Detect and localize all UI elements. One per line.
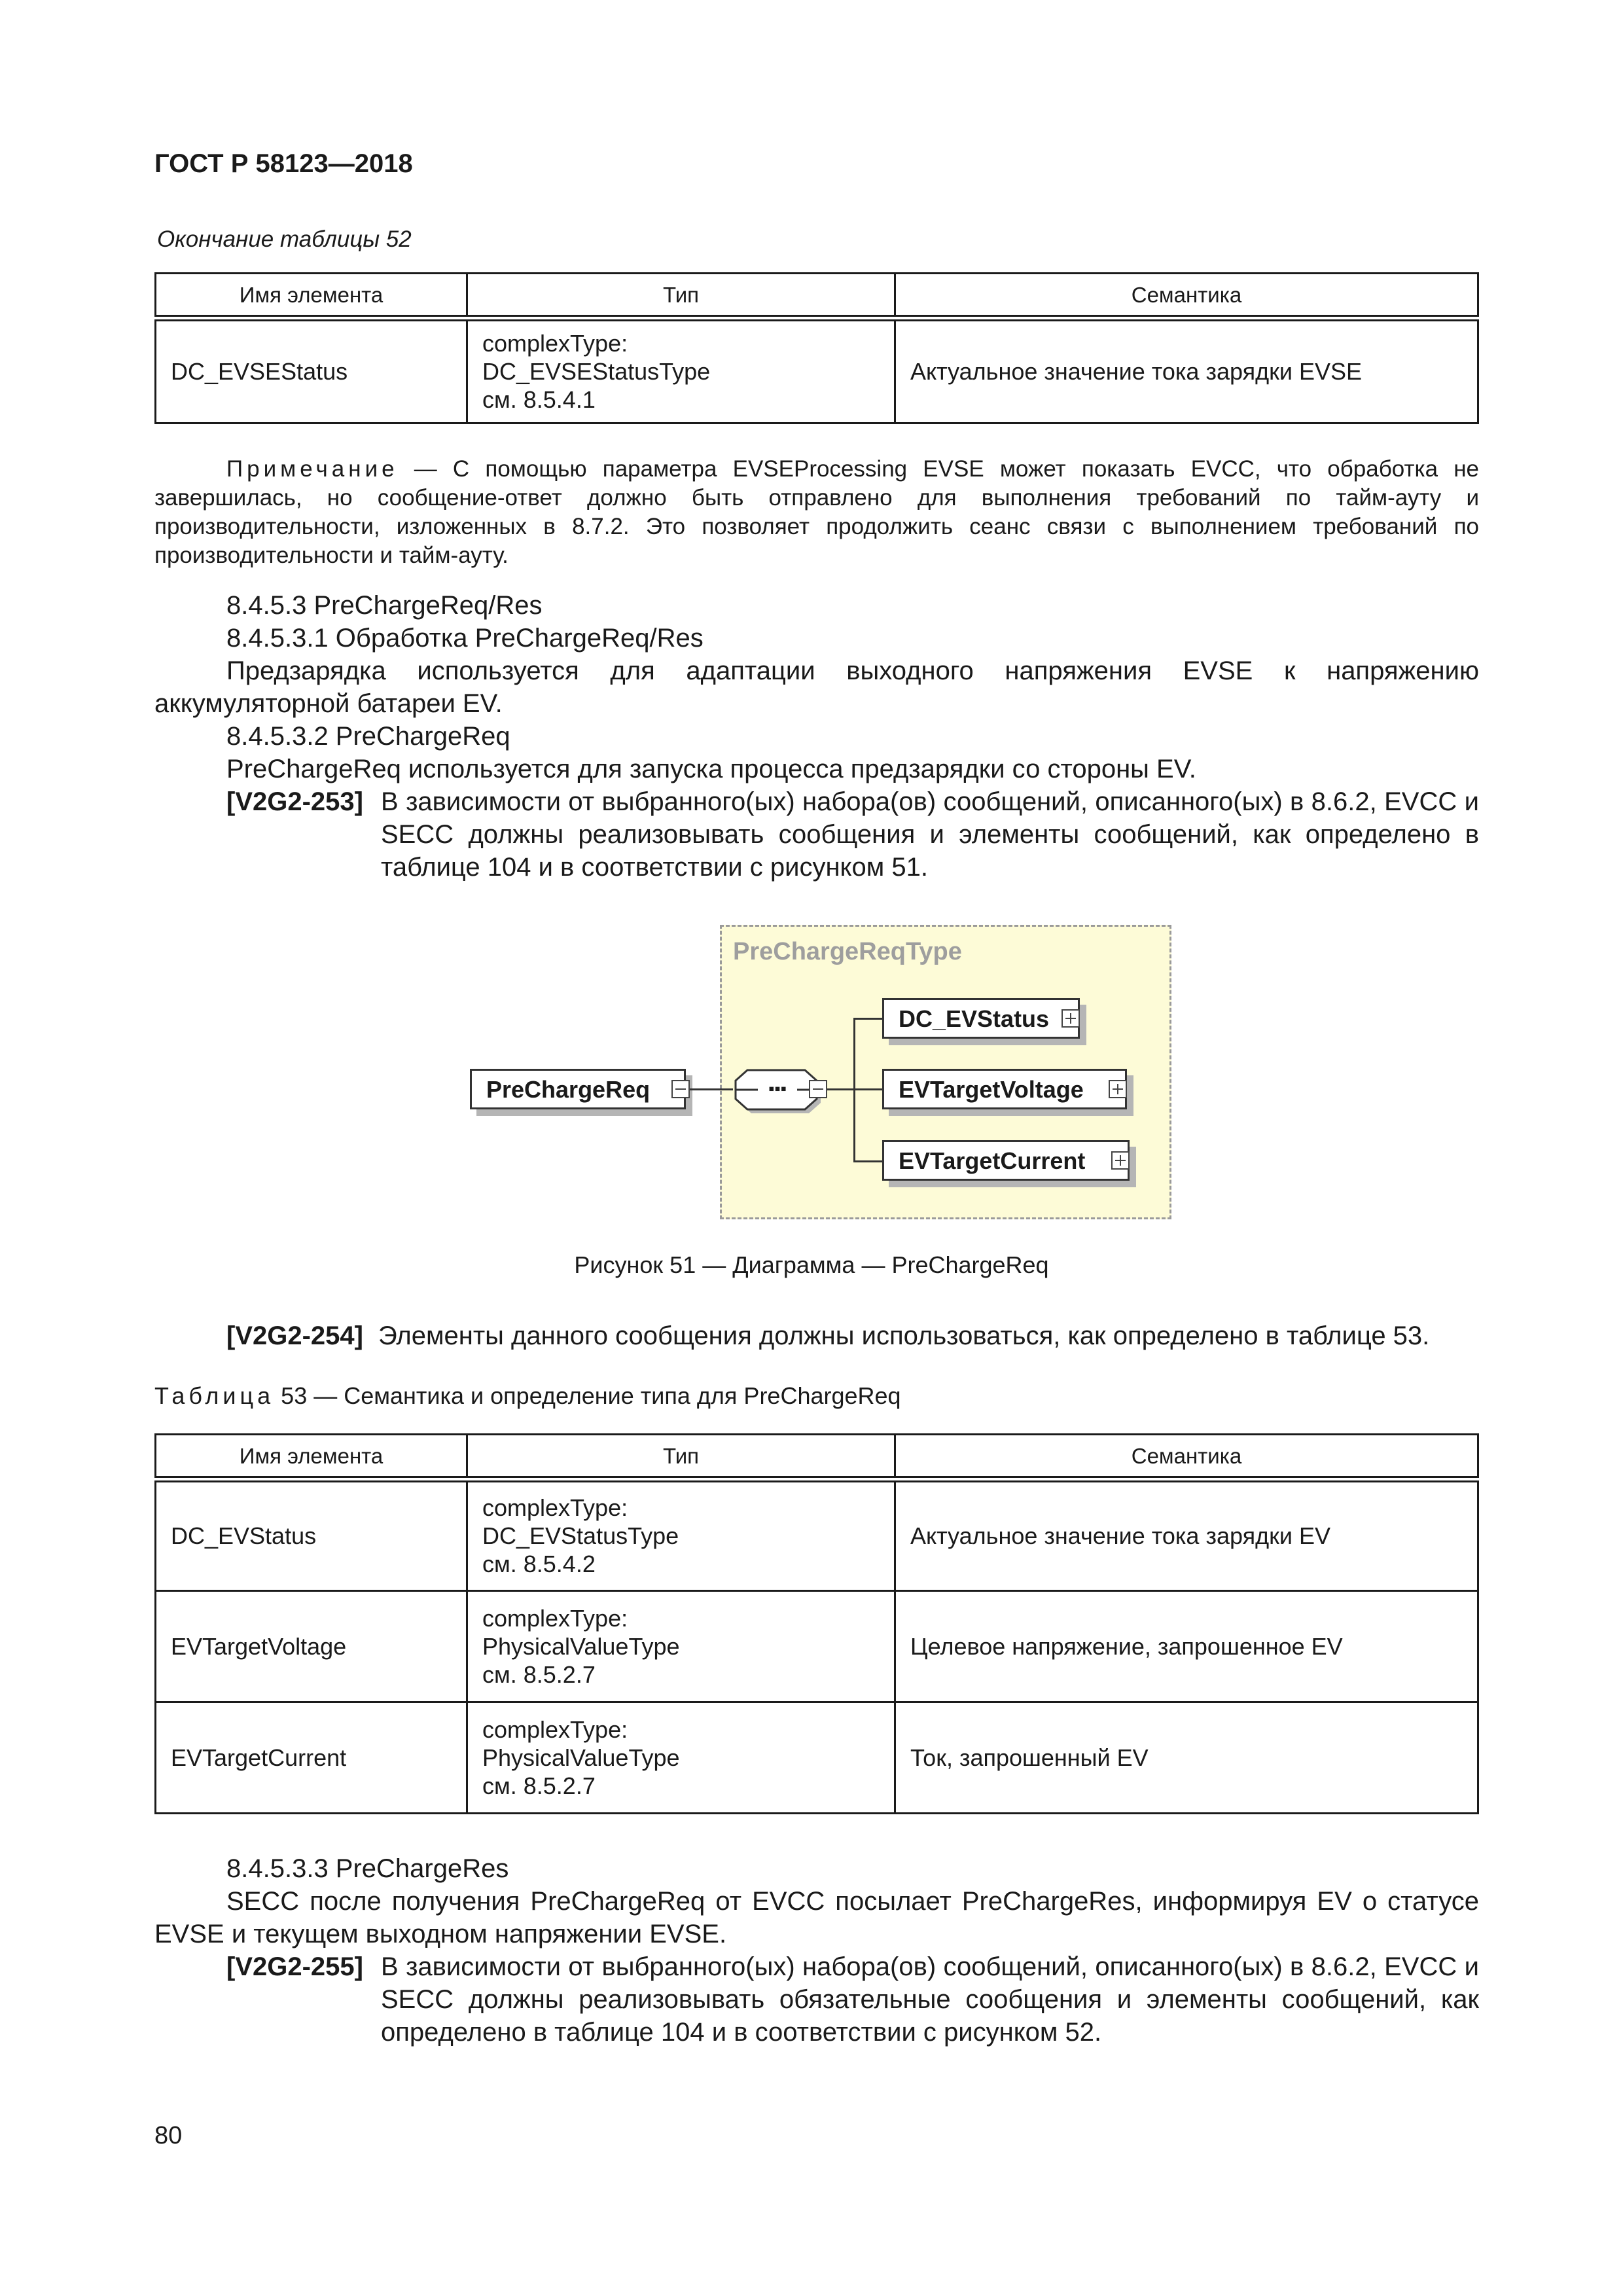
page-number: 80 — [154, 2122, 183, 2149]
table-header-row — [156, 1435, 1478, 1480]
header-cell: Имя элемента — [156, 274, 467, 319]
expand-icon — [1061, 1009, 1080, 1028]
requirement-v2g2-254 — [226, 1319, 1479, 1352]
connector-line — [853, 1160, 882, 1162]
type-line: PhysicalValueType — [482, 1632, 680, 1660]
requirement-tag: [V2G2-254] — [226, 1321, 363, 1350]
figure-caption: Рисунок 51 — Диаграмма — PreChargeReq — [574, 1251, 1049, 1278]
header-cell: Семантика — [895, 1435, 1478, 1480]
table-row — [156, 318, 1478, 423]
type-line: complexType: — [482, 1604, 628, 1632]
requirement-text: В зависимости от выбранного(ых) набора(ов) сообщений, описанного(ых) в 8.6.2, EVCC и SECC должны реализовывать обязательные сообщения и элементы сообщений, как определено в таблице 104 и в соответствии с рисунком 52. — [381, 1952, 1479, 2047]
table-52 — [154, 272, 1479, 424]
section-heading-8-4-5-3: 8.4.5.3 PreChargeReq/Res — [226, 591, 543, 620]
section-block — [154, 589, 1479, 785]
root-element-label: PreChargeReq — [486, 1076, 651, 1103]
table-52-continuation-label: Окончание таблицы 52 — [157, 226, 412, 252]
element-name-cell: EVTargetVoltage — [156, 1590, 467, 1702]
type-line: DC_EVStatusType — [482, 1522, 679, 1550]
paragraph-precharge-purpose: Предзарядка используется для адаптации выходного напряжения EVSE к напряжению аккумуляторной батареи EV. — [154, 656, 1479, 718]
requirement-v2g2-253 — [226, 785, 1479, 884]
table-caption-text: 53 — Семантика и определение типа для PreChargeReq — [281, 1382, 901, 1409]
semantics-cell: Ток, запрошенный EV — [895, 1702, 1478, 1813]
type-line: см. 8.5.4.1 — [482, 386, 596, 414]
requirement-text: Элементы данного сообщения должны использоваться, как определено в таблице 53. — [378, 1321, 1430, 1350]
requirement-v2g2-255 — [226, 1950, 1479, 2049]
child-element-label: DC_EVStatus — [899, 1005, 1050, 1032]
requirement-text: В зависимости от выбранного(ых) набора(ов) сообщений, описанного(ых) в 8.6.2, EVCC и SECC должны реализовывать сообщения и элементы сообщений, как определено в таблице 104 и в соответствии с рисунком 51. — [381, 787, 1479, 882]
paragraph-precharge-res: SECC после получения PreChargeReq от EVCC посылает PreChargeRes, информируя EV о статусе EVSE и текущем выходном напряжении EVSE. — [154, 1887, 1479, 1948]
table-header-row — [156, 274, 1478, 319]
semantics-cell: Актуальное значение тока зарядки EVSE — [895, 318, 1478, 423]
element-name-cell: DC_EVSEStatus — [156, 318, 467, 423]
requirement-tag: [V2G2-255] — [226, 1952, 363, 1981]
section-heading-8-4-5-3-1: 8.4.5.3.1 Обработка PreChargeReq/Res — [226, 624, 704, 653]
child-element-dc-evstatus — [882, 998, 1080, 1039]
table-53-caption — [154, 1382, 901, 1410]
table-row — [156, 1590, 1478, 1702]
expand-icon — [1109, 1080, 1127, 1098]
xml-schema-diagram — [458, 920, 1178, 1227]
connector-line — [690, 1088, 733, 1090]
note-text: — С помощью параметра EVSEProcessing EVSE может показать EVCC, что обработка не завершилась, но сообщение-ответ должно быть отправлено для выполнения требований по тайм-ауту и производительности, изложенных в 8.7.2. Это позволяет продолжить сеанс связи с выполнением требований по производительности и тайм-ауту. — [154, 456, 1479, 568]
connector-line — [853, 1018, 882, 1020]
paragraph-precharge-req: PreChargeReq используется для запуска процесса предзарядки со стороны EV. — [226, 755, 1196, 783]
table-row — [156, 1702, 1478, 1813]
collapse-icon — [809, 1080, 827, 1098]
type-cell — [467, 318, 895, 423]
child-element-evtargetvoltage — [882, 1069, 1127, 1109]
collapse-icon — [671, 1080, 690, 1098]
header-cell: Семантика — [895, 274, 1478, 319]
note-label: Примечание — [226, 456, 399, 482]
type-cell — [467, 1590, 895, 1702]
type-line: complexType: — [482, 1494, 628, 1522]
document-header: ГОСТ Р 58123—2018 — [154, 149, 413, 178]
type-line: complexType: — [482, 1715, 628, 1743]
sequence-icon: ▪▪▪ — [758, 1077, 797, 1100]
requirement-tag: [V2G2-253] — [226, 787, 363, 816]
type-line: complexType: — [482, 330, 628, 357]
table-row — [156, 1479, 1478, 1590]
section-heading-8-4-5-3-3: 8.4.5.3.3 PreChargeRes — [226, 1854, 509, 1883]
element-name-cell: DC_EVStatus — [156, 1479, 467, 1590]
expand-icon — [1111, 1151, 1130, 1170]
connector-line — [853, 1088, 882, 1090]
type-line: см. 8.5.2.7 — [482, 1660, 596, 1688]
child-element-evtargetcurrent — [882, 1140, 1130, 1181]
note-paragraph — [154, 455, 1479, 570]
child-element-label: EVTargetCurrent — [899, 1147, 1086, 1174]
child-element-label: EVTargetVoltage — [899, 1076, 1084, 1103]
connector-line — [827, 1088, 855, 1090]
element-name-cell: EVTargetCurrent — [156, 1702, 467, 1813]
header-cell: Тип — [467, 1435, 895, 1480]
semantics-cell: Целевое напряжение, запрошенное EV — [895, 1590, 1478, 1702]
complex-type-name: PreChargeReqType — [733, 938, 962, 965]
root-element-box — [470, 1069, 686, 1109]
semantics-cell: Актуальное значение тока зарядки EV — [895, 1479, 1478, 1590]
type-line: DC_EVSEStatusType — [482, 358, 711, 386]
section-res-block — [154, 1852, 1479, 1950]
type-line: см. 8.5.4.2 — [482, 1551, 596, 1578]
section-heading-8-4-5-3-2: 8.4.5.3.2 PreChargeReq — [226, 722, 510, 751]
type-line: см. 8.5.2.7 — [482, 1772, 596, 1799]
type-cell — [467, 1702, 895, 1813]
header-cell: Тип — [467, 274, 895, 319]
table-53 — [154, 1433, 1479, 1814]
type-line: PhysicalValueType — [482, 1744, 680, 1771]
header-cell: Имя элемента — [156, 1435, 467, 1480]
type-cell — [467, 1479, 895, 1590]
table-caption-label: Таблица — [154, 1382, 275, 1409]
